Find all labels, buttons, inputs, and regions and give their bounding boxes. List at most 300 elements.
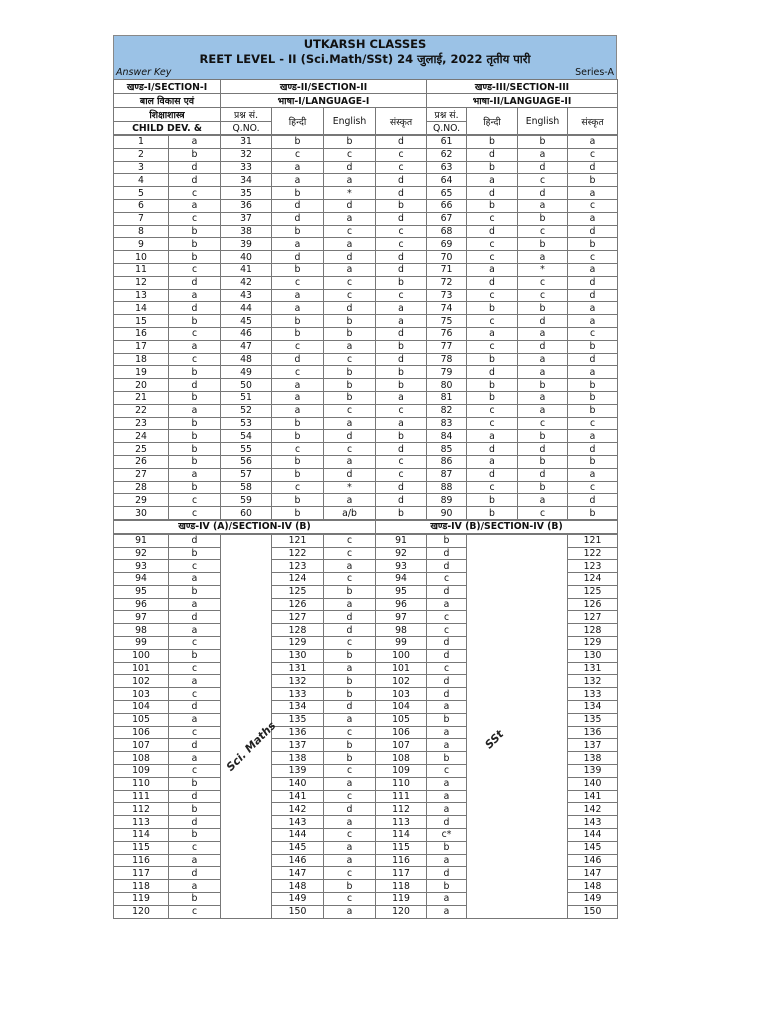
table-cell: c (272, 340, 324, 353)
table-cell: c (324, 443, 376, 456)
table-cell: 37 (221, 212, 272, 225)
table-cell: b (272, 225, 324, 238)
table-cell: b (169, 829, 221, 842)
table-cell: a (518, 366, 568, 379)
table-cell: 69 (427, 238, 467, 251)
table-cell: 58 (221, 481, 272, 494)
table-cell: 115 (376, 841, 427, 854)
table-cell: 117 (114, 867, 169, 880)
table-cell: b (169, 893, 221, 906)
table-cell: c (467, 340, 518, 353)
table-cell: a (518, 148, 568, 161)
table-row (114, 302, 618, 315)
table-cell: c (467, 315, 518, 328)
table-cell: c (324, 225, 376, 238)
table-cell: a (518, 353, 568, 366)
table-cell: 127 (568, 611, 618, 624)
col-english-2: English (324, 108, 376, 135)
table-row (114, 366, 618, 379)
table-cell: b (568, 391, 618, 404)
table-cell: b (169, 225, 221, 238)
table-cell: 145 (568, 841, 618, 854)
table-cell: d (467, 366, 518, 379)
table-cell: c (169, 841, 221, 854)
series-label: Series-A (575, 67, 614, 78)
table-cell: 55 (221, 443, 272, 456)
table-cell: 44 (221, 302, 272, 315)
table-cell: 143 (568, 816, 618, 829)
table-cell: a (169, 854, 221, 867)
table-cell: c (376, 468, 427, 481)
table-cell: 118 (376, 880, 427, 893)
table-cell: b (169, 417, 221, 430)
table-cell: 142 (272, 803, 324, 816)
table-cell: d (169, 534, 221, 547)
table-cell: 116 (376, 854, 427, 867)
table-cell: a (427, 739, 467, 752)
table-cell: b (518, 455, 568, 468)
table-cell: 124 (272, 573, 324, 586)
table-cell: c (467, 404, 518, 417)
table-cell: 103 (376, 688, 427, 701)
table-cell: a (324, 174, 376, 187)
table-cell: 106 (376, 726, 427, 739)
table-cell: c (324, 534, 376, 547)
table-cell: 124 (568, 573, 618, 586)
table-cell: c (324, 829, 376, 842)
table-cell: 125 (568, 585, 618, 598)
table-cell: c (568, 417, 618, 430)
table-cell: a (427, 790, 467, 803)
table-cell: d (518, 468, 568, 481)
table-cell: 105 (376, 713, 427, 726)
table-cell: 104 (376, 701, 427, 714)
table-cell: 140 (568, 777, 618, 790)
table-cell: 122 (272, 547, 324, 560)
table-cell: 20 (114, 379, 169, 392)
table-cell: c (568, 251, 618, 264)
table-cell: 80 (427, 379, 467, 392)
table-cell: b (169, 391, 221, 404)
table-cell: 73 (427, 289, 467, 302)
table-cell: d (376, 327, 427, 340)
table-cell: 34 (221, 174, 272, 187)
table-cell: b (169, 366, 221, 379)
table-cell: 137 (272, 739, 324, 752)
table-row (114, 481, 618, 494)
table-cell: d (169, 867, 221, 880)
table-cell: d (376, 353, 427, 366)
table-cell: d (427, 560, 467, 573)
table-cell: a (324, 212, 376, 225)
answer-key-label: Answer Key (116, 67, 172, 78)
table-cell: b (272, 455, 324, 468)
table-cell: d (169, 276, 221, 289)
table-cell: d (324, 701, 376, 714)
table-cell: a (324, 340, 376, 353)
table-cell: d (169, 302, 221, 315)
table-cell: b (324, 327, 376, 340)
table-cell: d (272, 212, 324, 225)
table-cell: 116 (114, 854, 169, 867)
table-cell: 19 (114, 366, 169, 379)
table-cell: 144 (272, 829, 324, 842)
table-cell: a (568, 136, 618, 149)
table-cell: b (272, 430, 324, 443)
table-cell: a (169, 752, 221, 765)
table-cell: a (169, 880, 221, 893)
table-cell: 142 (568, 803, 618, 816)
table-cell: b (169, 430, 221, 443)
title-block (113, 35, 617, 67)
table-row (114, 199, 618, 212)
table-cell: 30 (114, 507, 169, 520)
table-cell: d (324, 611, 376, 624)
table-cell: c (376, 289, 427, 302)
table-cell: 81 (427, 391, 467, 404)
table-cell: a (169, 598, 221, 611)
table-cell: a (467, 327, 518, 340)
table-cell: 72 (427, 276, 467, 289)
table-cell: b (427, 752, 467, 765)
table-row (114, 161, 618, 174)
table-cell: 104 (114, 701, 169, 714)
table-cell: c (169, 688, 221, 701)
table-cell: 8 (114, 225, 169, 238)
table-cell: a (324, 560, 376, 573)
table-cell: b (568, 238, 618, 251)
table-cell: 31 (221, 136, 272, 149)
table-cell: b (568, 174, 618, 187)
table-cell: d (376, 251, 427, 264)
table-cell: 12 (114, 276, 169, 289)
table-cell: d (568, 494, 618, 507)
table-cell: 93 (114, 560, 169, 573)
table-cell: 61 (427, 136, 467, 149)
table-cell: 78 (427, 353, 467, 366)
table-row (114, 327, 618, 340)
table-cell: 118 (114, 880, 169, 893)
table-cell: a (169, 675, 221, 688)
table-cell: c (376, 148, 427, 161)
table-cell: 145 (272, 841, 324, 854)
table-cell: 76 (427, 327, 467, 340)
table-cell: b (272, 494, 324, 507)
section-3-sub: भाषा-II/LANGUAGE-II (427, 94, 618, 108)
table-row (114, 353, 618, 366)
table-cell: b (324, 315, 376, 328)
table-cell: d (324, 161, 376, 174)
table-cell: a (427, 598, 467, 611)
col-hindi-2: हिन्दी (272, 108, 324, 135)
table-cell: a (272, 302, 324, 315)
table-cell: d (467, 276, 518, 289)
table-cell: 108 (376, 752, 427, 765)
table-cell: 120 (114, 905, 169, 918)
table-cell: d (518, 340, 568, 353)
table-cell: d (169, 161, 221, 174)
table-cell: c (324, 404, 376, 417)
table-row (114, 443, 618, 456)
table-cell: 147 (568, 867, 618, 880)
table-cell: a (169, 199, 221, 212)
table-cell: 57 (221, 468, 272, 481)
table-cell: 43 (221, 289, 272, 302)
table-cell: b (324, 688, 376, 701)
table-cell: a (324, 816, 376, 829)
table-cell: c (376, 404, 427, 417)
table-cell: d (568, 289, 618, 302)
table-cell: c (568, 481, 618, 494)
table-cell: a (518, 327, 568, 340)
table-cell: c (324, 726, 376, 739)
table-cell: 95 (114, 585, 169, 598)
table-cell: d (272, 199, 324, 212)
table-cell: b (427, 534, 467, 547)
table-cell: c (324, 765, 376, 778)
table-cell: 129 (272, 637, 324, 650)
table-cell: c (518, 276, 568, 289)
table-cell: 144 (568, 829, 618, 842)
table-cell: b (169, 443, 221, 456)
answer-key-bar (113, 67, 617, 79)
table-cell: c (272, 481, 324, 494)
table-cell: c (467, 212, 518, 225)
table-cell: b (518, 430, 568, 443)
table-cell: 126 (272, 598, 324, 611)
table-cell: 50 (221, 379, 272, 392)
table-cell: 138 (272, 752, 324, 765)
table-cell: a (518, 391, 568, 404)
table-cell: d (427, 688, 467, 701)
header-table (113, 79, 618, 135)
table-cell: c (169, 212, 221, 225)
table-cell: b (376, 366, 427, 379)
table-cell: d (272, 353, 324, 366)
table-cell: a (272, 238, 324, 251)
sst-label: SSt (482, 727, 507, 752)
table-cell: a (376, 315, 427, 328)
table-cell: 102 (376, 675, 427, 688)
table-cell: a (324, 494, 376, 507)
table-cell: d (169, 816, 221, 829)
table-cell: 137 (568, 739, 618, 752)
table-cell: 83 (427, 417, 467, 430)
table-cell: a (518, 404, 568, 417)
table-cell: c (427, 662, 467, 675)
table-cell: c (467, 481, 518, 494)
table-cell: 135 (272, 713, 324, 726)
table-cell: 95 (376, 585, 427, 598)
table-cell: c (427, 611, 467, 624)
table-cell: c (272, 148, 324, 161)
table-cell: c (324, 573, 376, 586)
table-cell: 25 (114, 443, 169, 456)
table-cell: a (324, 417, 376, 430)
table-cell: 24 (114, 430, 169, 443)
table-cell: a (169, 289, 221, 302)
table-cell: 122 (568, 547, 618, 560)
table-cell: a (568, 366, 618, 379)
table-cell: b (376, 199, 427, 212)
table-cell: a (467, 455, 518, 468)
table-row (114, 417, 618, 430)
table-cell: 94 (376, 573, 427, 586)
table-cell: 131 (272, 662, 324, 675)
table-cell: 130 (568, 649, 618, 662)
table-cell: d (518, 187, 568, 200)
table-cell: b (376, 340, 427, 353)
table-cell: c (568, 327, 618, 340)
table-cell: a (568, 302, 618, 315)
table-cell: b (518, 481, 568, 494)
table-cell: d (376, 481, 427, 494)
table-cell: d (169, 174, 221, 187)
table-cell: c (324, 276, 376, 289)
table-cell: a (324, 238, 376, 251)
table-cell: b (324, 136, 376, 149)
table-cell: a (272, 404, 324, 417)
table-cell: 68 (427, 225, 467, 238)
table-cell: a (568, 468, 618, 481)
table-cell: 112 (114, 803, 169, 816)
table-cell: 22 (114, 404, 169, 417)
table-cell: 70 (427, 251, 467, 264)
table-cell: 147 (272, 867, 324, 880)
section-4a-header: खण्ड-IV (A)/SECTION-IV (B) (114, 520, 376, 533)
table-cell: 108 (114, 752, 169, 765)
table-cell: d (467, 443, 518, 456)
table-cell: 121 (568, 534, 618, 547)
table-cell: 45 (221, 315, 272, 328)
table-cell: 85 (427, 443, 467, 456)
table-row (114, 430, 618, 443)
table-cell: c (467, 289, 518, 302)
section-4b-header: खण्ड-IV (B)/SECTION-IV (B) (376, 520, 618, 533)
table-cell: d (568, 443, 618, 456)
table-cell: c (272, 276, 324, 289)
table-cell: 51 (221, 391, 272, 404)
table-cell: a (376, 417, 427, 430)
table-cell: c (376, 455, 427, 468)
table-cell: 91 (376, 534, 427, 547)
table-cell: c (376, 225, 427, 238)
table-row (114, 315, 618, 328)
table-cell: d (467, 468, 518, 481)
section-1-sub3: CHILD DEV. & (114, 122, 221, 135)
table-cell: 123 (272, 560, 324, 573)
page-subtitle: REET LEVEL - II (Sci.Math/SSt) 24 जुलाई, 2022 तृतीय पारी (199, 52, 531, 66)
table-cell: 2 (114, 148, 169, 161)
table-cell: 130 (272, 649, 324, 662)
table-cell: 107 (376, 739, 427, 752)
table-cell: 123 (568, 560, 618, 573)
table-cell: d (376, 494, 427, 507)
table-cell: 11 (114, 263, 169, 276)
table-cell: d (427, 816, 467, 829)
table-cell: b (518, 136, 568, 149)
table-cell: d (324, 624, 376, 637)
table-cell: 89 (427, 494, 467, 507)
page-title: UTKARSH CLASSES (303, 37, 427, 51)
table-row (114, 263, 618, 276)
table-cell: 5 (114, 187, 169, 200)
table-cell: b (169, 315, 221, 328)
table-cell: 128 (272, 624, 324, 637)
table-cell: 103 (114, 688, 169, 701)
table-cell: b (467, 391, 518, 404)
table-cell: 133 (568, 688, 618, 701)
table-cell: c (467, 238, 518, 251)
table-cell: 33 (221, 161, 272, 174)
col-english-3: English (518, 108, 568, 135)
table-cell: 134 (272, 701, 324, 714)
table-cell: c (467, 251, 518, 264)
table-row (114, 276, 618, 289)
table-cell: 79 (427, 366, 467, 379)
table-row (114, 289, 618, 302)
table-cell: c (324, 547, 376, 560)
table-cell: a (427, 701, 467, 714)
table-cell: b (467, 353, 518, 366)
table-cell: 98 (114, 624, 169, 637)
table-cell: 131 (568, 662, 618, 675)
table-cell: c (518, 174, 568, 187)
table-cell: 113 (376, 816, 427, 829)
table-cell: 128 (568, 624, 618, 637)
table-cell: c (169, 353, 221, 366)
table-cell: 114 (114, 829, 169, 842)
table-cell: b (272, 136, 324, 149)
table-cell: a (467, 174, 518, 187)
table-cell: d (376, 263, 427, 276)
table-cell: b (376, 379, 427, 392)
table-cell: 60 (221, 507, 272, 520)
table-cell: 88 (427, 481, 467, 494)
table-cell: 146 (568, 854, 618, 867)
table-cell: 64 (427, 174, 467, 187)
table-cell: d (169, 701, 221, 714)
table-cell: d (324, 430, 376, 443)
table-cell: c (324, 790, 376, 803)
table-cell: c (376, 238, 427, 251)
table-cell: 23 (114, 417, 169, 430)
table-cell: d (324, 803, 376, 816)
section-1-sub1: बाल विकास एवं (114, 94, 221, 108)
table-cell: * (324, 187, 376, 200)
section-4-title-table (113, 520, 618, 534)
table-cell: 67 (427, 212, 467, 225)
table-cell: a (324, 598, 376, 611)
table-cell: b (568, 340, 618, 353)
table-cell: b (169, 481, 221, 494)
table-cell: b (376, 430, 427, 443)
table-cell: d (467, 225, 518, 238)
table-cell: c (324, 289, 376, 302)
table-cell: 110 (114, 777, 169, 790)
table-cell: a (427, 726, 467, 739)
table-cell: a (324, 263, 376, 276)
table-cell: b (376, 276, 427, 289)
table-cell: d (518, 161, 568, 174)
table-cell: a (169, 713, 221, 726)
table-cell: 134 (568, 701, 618, 714)
table-cell: 91 (114, 534, 169, 547)
table-cell: d (518, 443, 568, 456)
table-cell: c (169, 726, 221, 739)
table-cell: b (272, 468, 324, 481)
table-cell: a (324, 662, 376, 675)
